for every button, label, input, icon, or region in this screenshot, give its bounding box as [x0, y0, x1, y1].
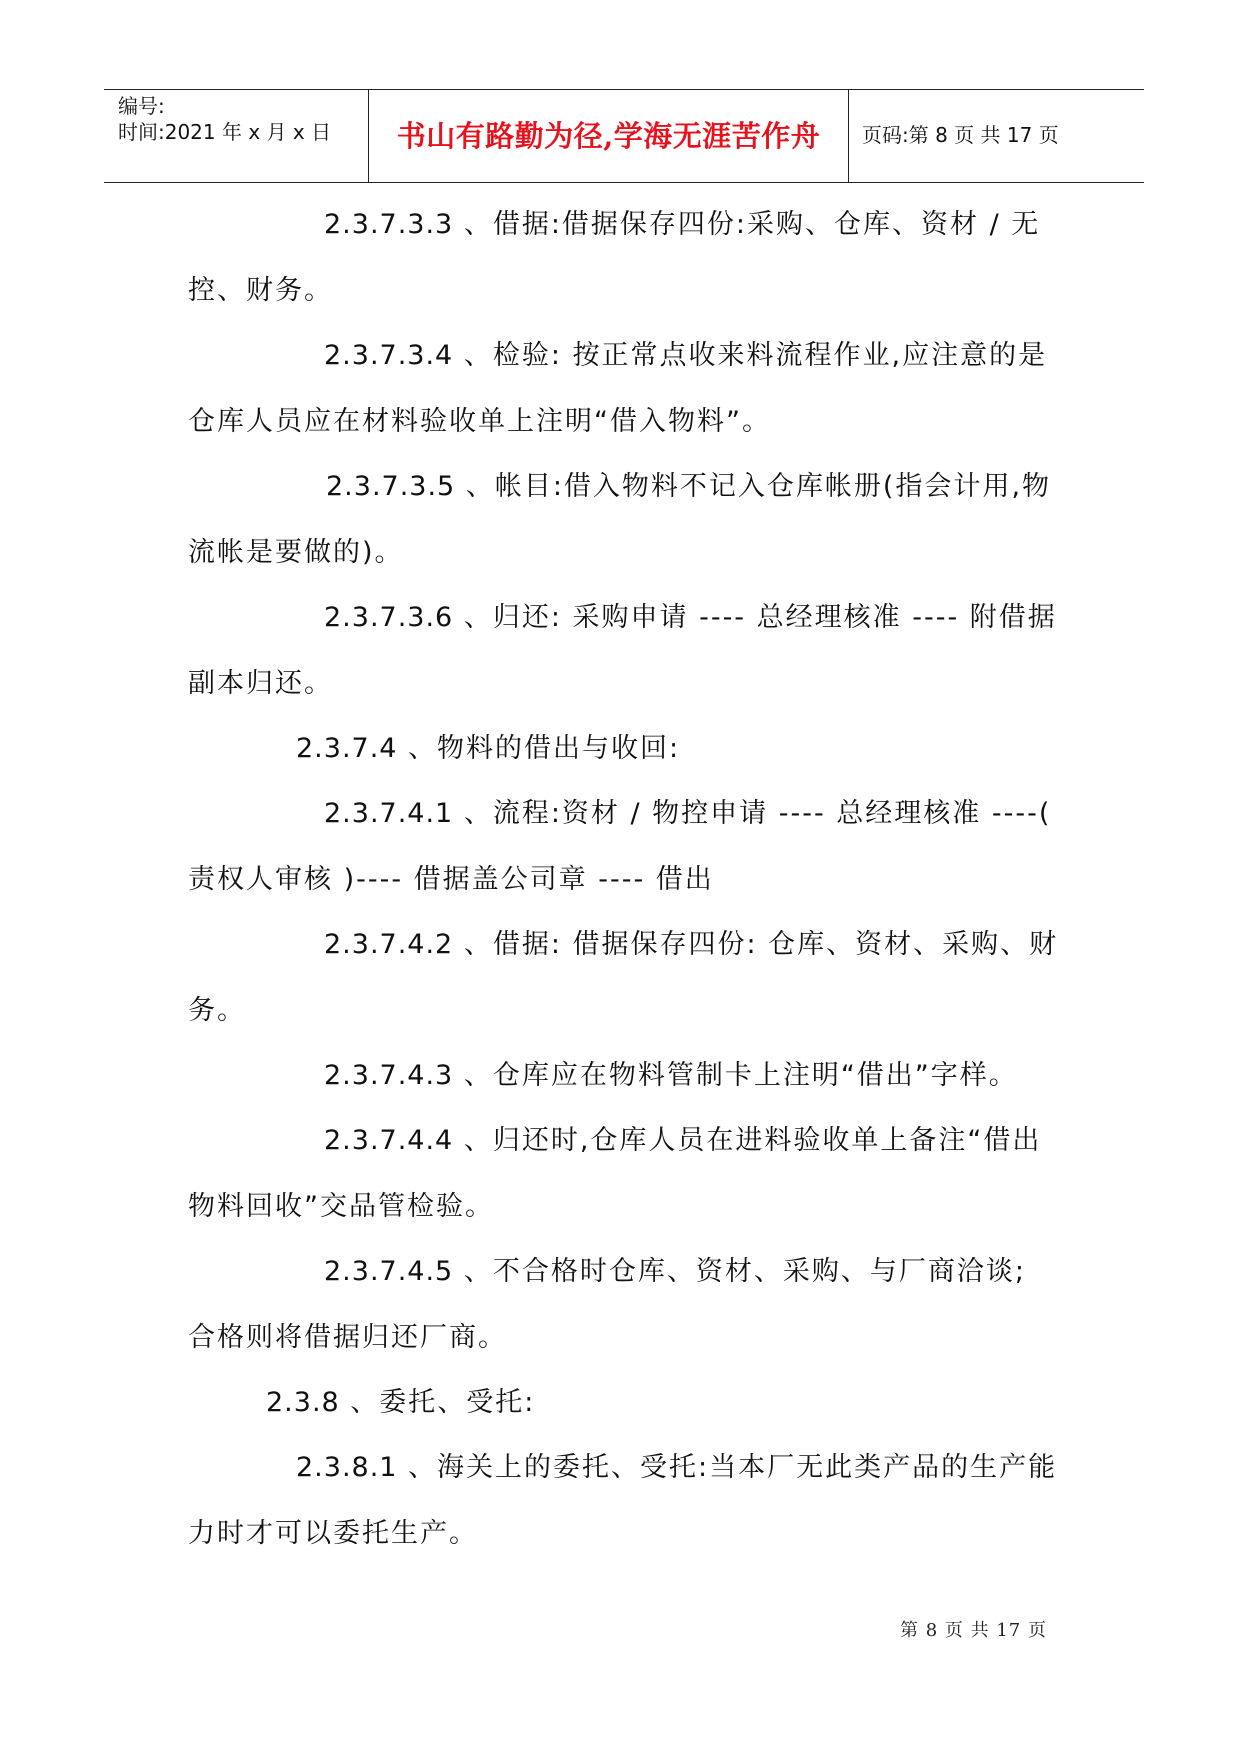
paragraph: [296, 716, 1061, 782]
paragraph: [188, 1239, 1061, 1371]
section-number: 2.3.7.4.1: [324, 798, 454, 829]
paragraph-text: 、仓库应在物料管制卡上注明“借出”字样。: [453, 1060, 1018, 1091]
paragraph-text: 、委托、受托:: [339, 1387, 536, 1418]
paragraph-text: 、借据: 借据保存四份: 仓库、资材、采购、财务。: [188, 929, 1059, 1026]
paragraph-text: 、物料的借出与收回:: [397, 733, 681, 764]
paragraph: [188, 781, 1061, 913]
section-number: 2.3.7.3.5: [326, 471, 456, 502]
section-number: 2.3.7.4.3: [324, 1060, 454, 1091]
paragraph-text: 、归还: 采购申请 ---- 总经理核准 ---- 附借据副本归还。: [188, 602, 1057, 699]
paragraph-text: 、海关上的委托、受托:当本厂无此类产品的生产能力时才可以委托生产。: [188, 1452, 1058, 1549]
section-number: 2.3.7.4.5: [324, 1256, 454, 1287]
paragraph-text: 、不合格时仓库、资材、采购、与厂商洽谈; 合格则将借据归还厂商。: [188, 1256, 1026, 1353]
paragraph-text: 、流程:资材 / 物控申请 ---- 总经理核准 ----( 责权人审核 )---- 借据盖公司章 ---- 借出: [188, 798, 1052, 895]
header-page-number: 页码:第 8 页 共 17 页: [862, 123, 1059, 147]
document-number-label: 编号:: [118, 94, 165, 118]
paragraph: [188, 192, 1061, 324]
section-number: 2.3.7.3.4: [324, 340, 454, 371]
document-time-label: 时间:2021 年 x 月 x 日: [118, 120, 332, 144]
section-number: 2.3.7.4.4: [324, 1125, 454, 1156]
paragraph: [188, 1108, 1061, 1240]
paragraph: [188, 323, 1061, 455]
header-motto: 书山有路勤为径,学海无涯苦作舟: [396, 119, 821, 153]
section-number: 2.3.7.4.2: [324, 929, 454, 960]
paragraph-text: 、检验: 按正常点收来料流程作业,应注意的是仓库人员应在材料验收单上注明“借入物料”。: [188, 340, 1048, 437]
section-number: 2.3.8.1: [296, 1452, 398, 1483]
paragraph: [188, 585, 1061, 717]
section-number: 2.3.7.4: [296, 733, 398, 764]
section-number: 2.3.8: [266, 1387, 340, 1418]
paragraph: [188, 1435, 1061, 1567]
section-number: 2.3.7.3.6: [324, 602, 454, 633]
paragraph: [324, 1043, 1061, 1109]
paragraph-text: 、借据:借据保存四份:采购、仓库、资材 / 无控、财务。: [188, 209, 1041, 306]
paragraph: [266, 1370, 1061, 1436]
section-number: 2.3.7.3.3: [324, 209, 454, 240]
paragraph: [188, 454, 1061, 586]
paragraph-text: 、帐目:借入物料不记入仓库帐册(指会计用,物流帐是要做的)。: [188, 471, 1052, 568]
page-footer: 第 8 页 共 17 页: [900, 1620, 1047, 1641]
paragraph-text: 、归还时,仓库人员在进料验收单上备注“借出物料回收”交品管检验。: [188, 1125, 1042, 1222]
paragraph: [188, 912, 1061, 1044]
